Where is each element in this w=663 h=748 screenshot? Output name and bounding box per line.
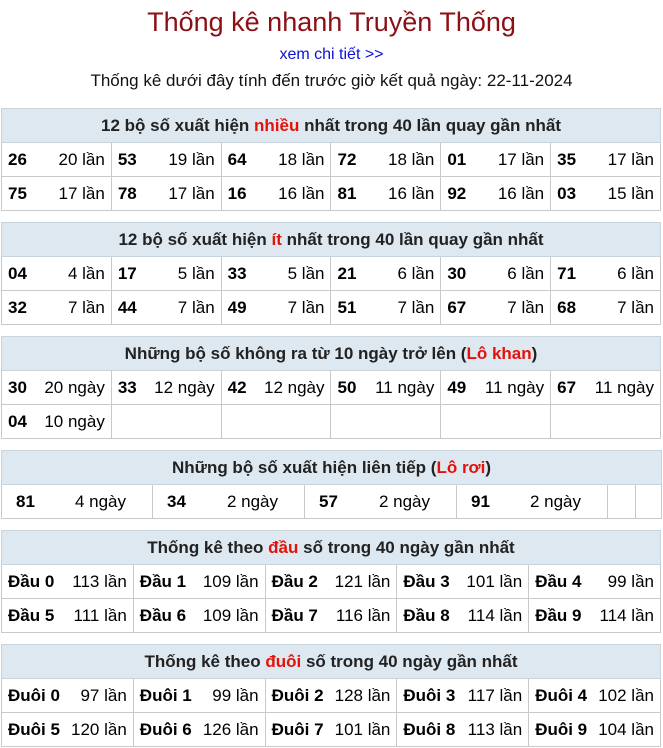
stat-cell <box>111 177 221 211</box>
stat-count: 5 lần <box>177 263 215 283</box>
stat-count: 128 lần <box>334 685 391 705</box>
stat-cell <box>221 143 331 177</box>
stat-count: 11 ngày <box>375 377 435 397</box>
tail-digit-header: Thống kê theo đuôi số trong 40 ngày gần nhất <box>2 645 661 679</box>
stat-label: 53 <box>117 149 137 169</box>
stat-count: 18 lần <box>278 149 325 169</box>
stat-label: 72 <box>337 149 357 169</box>
lo-khan-header: Những bộ số không ra từ 10 ngày trở lên (Lô khan) <box>2 337 661 371</box>
stat-cell <box>2 713 134 747</box>
stat-cell <box>331 257 441 291</box>
stat-cell <box>265 565 397 599</box>
stat-count: 11 ngày <box>484 377 545 397</box>
stat-cell <box>551 177 661 211</box>
stat-cell <box>2 371 112 405</box>
stat-label: 68 <box>557 297 577 317</box>
stat-count: 113 lần <box>467 719 523 739</box>
stat-count: 6 lần <box>617 263 654 283</box>
stat-label: 21 <box>337 263 357 283</box>
stat-label: 67 <box>447 297 467 317</box>
stat-cell <box>441 291 551 325</box>
empty-cell <box>111 405 221 439</box>
stat-cell <box>265 599 397 633</box>
stat-cell <box>133 565 265 599</box>
list-item: 34 2 ngày <box>153 485 305 519</box>
stat-label: Đuôi 1 <box>139 685 192 705</box>
stat-count: 117 lần <box>467 685 523 705</box>
stat-label: 71 <box>557 263 577 283</box>
stat-count: 109 lần <box>202 605 259 625</box>
view-details-link[interactable]: xem chi tiết >> <box>279 46 384 63</box>
stat-count: 18 lần <box>387 149 435 169</box>
stat-label: 17 <box>117 263 137 283</box>
stat-count: 102 lần <box>598 685 654 705</box>
stat-label: 33 <box>117 377 137 397</box>
stat-cell <box>265 679 397 713</box>
stat-count: 109 lần <box>202 571 259 591</box>
head-digit-header: Thống kê theo đầu số trong 40 ngày gần nhất <box>2 531 661 565</box>
stat-label: Đuôi 8 <box>403 719 456 739</box>
stat-count: 17 lần <box>58 183 105 203</box>
stat-count: 111 lần <box>73 605 127 625</box>
empty-cell <box>551 405 661 439</box>
stat-cell <box>397 565 529 599</box>
stat-cell <box>111 257 221 291</box>
stat-cell <box>397 599 529 633</box>
stat-label: 30 <box>8 377 27 397</box>
page-subtitle: Thống kê dưới đây tính đến trước giờ kết quả ngày: 22-11-2024 <box>90 71 573 90</box>
stat-label: Đuôi 4 <box>535 685 588 705</box>
table-row <box>2 291 661 325</box>
stat-label: 26 <box>8 149 27 169</box>
stat-count: 99 lần <box>212 685 259 705</box>
stat-count: 113 lần <box>72 571 127 591</box>
stat-count: 7 lần <box>397 297 435 317</box>
stat-count: 7 lần <box>67 297 105 317</box>
stat-count: 16 lần <box>278 183 325 203</box>
stat-label: 64 <box>227 149 247 169</box>
stat-label: Đuôi 0 <box>8 685 60 705</box>
stat-count: 4 lần <box>67 263 105 283</box>
stat-cell <box>221 291 331 325</box>
stat-cell <box>331 143 441 177</box>
stat-count: 7 lần <box>287 297 325 317</box>
stat-label: Đầu 1 <box>139 571 187 591</box>
stat-cell <box>441 177 551 211</box>
stat-count: 7 lần <box>507 297 545 317</box>
list-item: 57 2 ngày <box>305 485 457 519</box>
stat-cell <box>331 371 441 405</box>
most-frequent-table <box>1 108 661 211</box>
lo-khan-table <box>1 336 661 439</box>
stat-cell <box>529 565 661 599</box>
stat-count: 12 ngày <box>154 377 215 397</box>
stat-count: 16 lần <box>497 183 545 203</box>
empty-cell <box>636 485 662 519</box>
stat-label: 35 <box>557 149 577 169</box>
stat-cell <box>111 291 221 325</box>
table-row <box>2 143 661 177</box>
stat-cell <box>551 257 661 291</box>
stat-label: 67 <box>557 377 577 397</box>
stat-count: 6 lần <box>397 263 435 283</box>
stat-label: 16 <box>227 183 247 203</box>
head-digit-table <box>1 530 661 633</box>
stat-count: 5 lần <box>287 263 325 283</box>
stat-cell <box>529 679 661 713</box>
stat-label: 51 <box>337 297 357 317</box>
empty-cell <box>221 405 331 439</box>
stat-cell <box>2 143 112 177</box>
stat-label: Đuôi 9 <box>535 719 588 739</box>
stat-count: 116 lần <box>335 605 391 625</box>
lo-roi-header: Những bộ số xuất hiện liên tiếp (Lô rơi) <box>2 451 662 485</box>
stat-label: 49 <box>447 377 467 397</box>
stat-cell <box>397 679 529 713</box>
stat-count: 16 lần <box>387 183 435 203</box>
stat-cell <box>441 257 551 291</box>
stat-label: 75 <box>8 183 27 203</box>
stat-label: 01 <box>447 149 467 169</box>
stat-count: 120 lần <box>71 719 127 739</box>
stat-label: 44 <box>117 297 137 317</box>
stat-count: 97 lần <box>80 685 127 705</box>
stat-count: 17 lần <box>497 149 545 169</box>
stat-label: 92 <box>447 183 467 203</box>
stat-count: 101 lần <box>334 719 391 739</box>
stat-label: Đầu 2 <box>271 571 318 591</box>
stat-cell <box>221 371 331 405</box>
stat-label: 32 <box>8 297 27 317</box>
empty-cell <box>608 485 636 519</box>
stat-cell <box>551 371 661 405</box>
stat-cell <box>111 371 221 405</box>
stat-cell <box>551 143 661 177</box>
stat-cell <box>2 565 134 599</box>
stat-cell <box>551 291 661 325</box>
table-row <box>2 565 661 599</box>
stat-label: Đầu 9 <box>535 605 582 625</box>
stat-cell <box>2 599 134 633</box>
stat-count: 19 lần <box>168 149 215 169</box>
stat-count: 126 lần <box>202 719 259 739</box>
stat-count: 20 lần <box>58 149 105 169</box>
stat-cell <box>111 143 221 177</box>
table-row <box>2 713 661 747</box>
stat-label: 33 <box>227 263 247 283</box>
stat-cell <box>265 713 397 747</box>
stat-label: Đầu 3 <box>403 571 450 591</box>
stat-count: 104 lần <box>598 719 654 739</box>
stat-cell <box>529 713 661 747</box>
stat-count: 99 lần <box>607 571 654 591</box>
stat-label: Đuôi 5 <box>8 719 60 739</box>
stat-count: 20 ngày <box>44 377 105 397</box>
stat-label: Đầu 4 <box>535 571 582 591</box>
stat-count: 12 ngày <box>263 377 325 397</box>
stat-label: 30 <box>447 263 467 283</box>
stat-label: Đầu 5 <box>8 605 55 625</box>
stat-cell <box>133 599 265 633</box>
stat-label: 49 <box>227 297 247 317</box>
stat-label: 04 <box>8 411 27 431</box>
stat-cell <box>529 599 661 633</box>
stat-label: 81 <box>337 183 357 203</box>
stat-cell <box>2 257 112 291</box>
stat-count: 7 lần <box>617 297 654 317</box>
stat-count: 17 lần <box>168 183 215 203</box>
list-item: 81 4 ngày <box>2 485 153 519</box>
stat-count: 121 lần <box>334 571 391 591</box>
stat-count: 15 lần <box>607 183 654 203</box>
stat-count: 17 lần <box>607 149 654 169</box>
table-row <box>2 405 661 439</box>
lo-roi-table <box>1 450 662 519</box>
stat-label: Đuôi 6 <box>139 719 192 739</box>
stat-count: 114 lần <box>599 605 654 625</box>
table-row <box>2 257 661 291</box>
most-frequent-header: 12 bộ số xuất hiện nhiều nhất trong 40 lần quay gần nhất <box>2 109 661 143</box>
stat-label: 78 <box>117 183 137 203</box>
stat-count: 7 lần <box>177 297 215 317</box>
stat-count: 114 lần <box>467 605 523 625</box>
stat-label: Đầu 7 <box>271 605 318 625</box>
table-row <box>2 599 661 633</box>
stat-cell <box>2 405 112 439</box>
stat-count: 10 ngày <box>44 411 105 431</box>
stat-count: 11 ngày <box>594 377 654 397</box>
stat-label: Đầu 6 <box>139 605 187 625</box>
stat-cell <box>441 371 551 405</box>
stat-count: 101 lần <box>466 571 523 591</box>
stat-label: Đuôi 3 <box>403 685 456 705</box>
stat-cell <box>2 679 134 713</box>
stat-cell <box>221 177 331 211</box>
page-title: Thống kê nhanh Truyền Thống <box>147 7 516 37</box>
stat-label: 42 <box>227 377 247 397</box>
table-row <box>2 371 661 405</box>
stat-cell <box>133 679 265 713</box>
stat-cell <box>133 713 265 747</box>
table-row <box>2 679 661 713</box>
stat-cell <box>2 177 112 211</box>
stat-cell <box>397 713 529 747</box>
least-frequent-header: 12 bộ số xuất hiện ít nhất trong 40 lần quay gần nhất <box>2 223 661 257</box>
stat-label: 03 <box>557 183 577 203</box>
table-row <box>2 485 662 519</box>
stat-label: Đầu 8 <box>403 605 450 625</box>
tail-digit-table <box>1 644 661 747</box>
stat-cell <box>331 291 441 325</box>
stat-label: 04 <box>8 263 27 283</box>
empty-cell <box>331 405 441 439</box>
stat-count: 6 lần <box>507 263 545 283</box>
stat-cell <box>441 143 551 177</box>
stat-cell <box>2 291 112 325</box>
table-row <box>2 177 661 211</box>
stat-cell <box>221 257 331 291</box>
empty-cell <box>441 405 551 439</box>
stat-label: Đuôi 7 <box>271 719 324 739</box>
stat-label: 50 <box>337 377 357 397</box>
least-frequent-table <box>1 222 661 325</box>
stat-label: Đuôi 2 <box>271 685 324 705</box>
list-item: 91 2 ngày <box>457 485 608 519</box>
stat-label: Đầu 0 <box>8 571 55 591</box>
stat-cell <box>331 177 441 211</box>
